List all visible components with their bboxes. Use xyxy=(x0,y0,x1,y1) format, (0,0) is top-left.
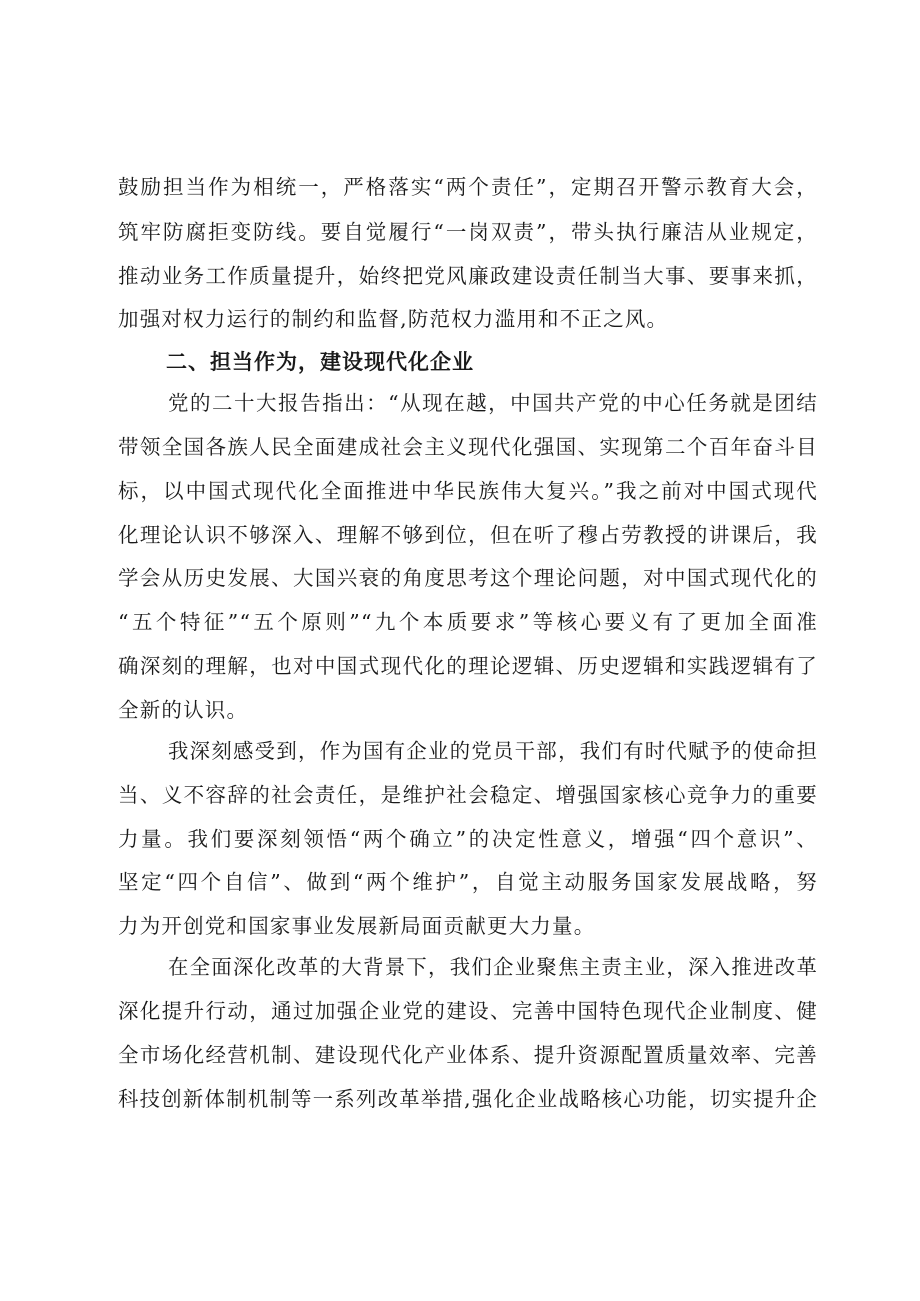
paragraph-2-line: 全新的认识。 xyxy=(118,698,249,722)
paragraph-2-line: 标，以中国式现代化全面推进中华民族伟大复兴。”我之前对中国式现代 xyxy=(118,479,818,503)
paragraph-3-line: 力量。我们要深刻领悟“两个确立”的决定性意义，增强“四个意识”、 xyxy=(118,827,818,851)
paragraph-1-line: 推动业务工作质量提升，始终把党风廉政建设责任制当大事、要事来抓， xyxy=(118,264,818,288)
paragraph-4-line: 科技创新体制机制等一系列改革举措,强化企业战略核心功能，切实提升企 xyxy=(118,1087,818,1111)
paragraph-1-line: 鼓励担当作为相统一，严格落实“两个责任”，定期召开警示教育大会， xyxy=(118,175,818,199)
paragraph-2-line: 学会从历史发展、大国兴衰的角度思考这个理论问题，对中国式现代化的 xyxy=(118,566,818,590)
paragraph-2-line: 化理论认识不够深入、理解不够到位，但在听了穆占劳教授的讲课后，我 xyxy=(118,523,818,547)
paragraph-2-line: 确深刻的理解，也对中国式现代化的理论逻辑、历史逻辑和实践逻辑有了 xyxy=(118,654,818,678)
paragraph-3-line: 坚定“四个自信”、做到“两个维护”，自觉主动服务国家发展战略，努 xyxy=(118,870,818,894)
paragraph-3-line: 当、义不容辞的社会责任，是维护社会稳定、增强国家核心竞争力的重要 xyxy=(118,783,818,807)
paragraph-1-line: 筑牢防腐拒变防线。要自觉履行“一岗双责”，带头执行廉洁从业规定， xyxy=(118,220,818,244)
paragraph-2-line: 带领全国各族人民全面建成社会主义现代化强国、实现第二个百年奋斗目 xyxy=(118,435,818,459)
paragraph-3-line: 力为开创党和国家事业发展新局面贡献更大力量。 xyxy=(118,914,596,938)
paragraph-4-line: 全市场化经营机制、建设现代化产业体系、提升资源配置质量效率、完善 xyxy=(118,1043,818,1067)
section-heading: 二、担当作为，建设现代化企业 xyxy=(166,350,474,374)
paragraph-2-line: 党的二十大报告指出：“从现在越，中国共产党的中心任务就是团结 xyxy=(168,391,818,415)
paragraph-2-line: “五个特征”“五个原则”“九个本质要求”等核心要义有了更加全面准 xyxy=(118,610,818,634)
paragraph-4-line: 深化提升行动，通过加强企业党的建设、完善中国特色现代企业制度、健 xyxy=(118,999,818,1023)
paragraph-3-line: 我深刻感受到，作为国有企业的党员干部，我们有时代赋予的使命担 xyxy=(168,739,818,763)
paragraph-4-line: 在全面深化改革的大背景下，我们企业聚焦主责主业，深入推进改革 xyxy=(168,955,818,979)
paragraph-1-line: 加强对权力运行的制约和监督,防范权力滥用和不正之风。 xyxy=(118,307,669,331)
